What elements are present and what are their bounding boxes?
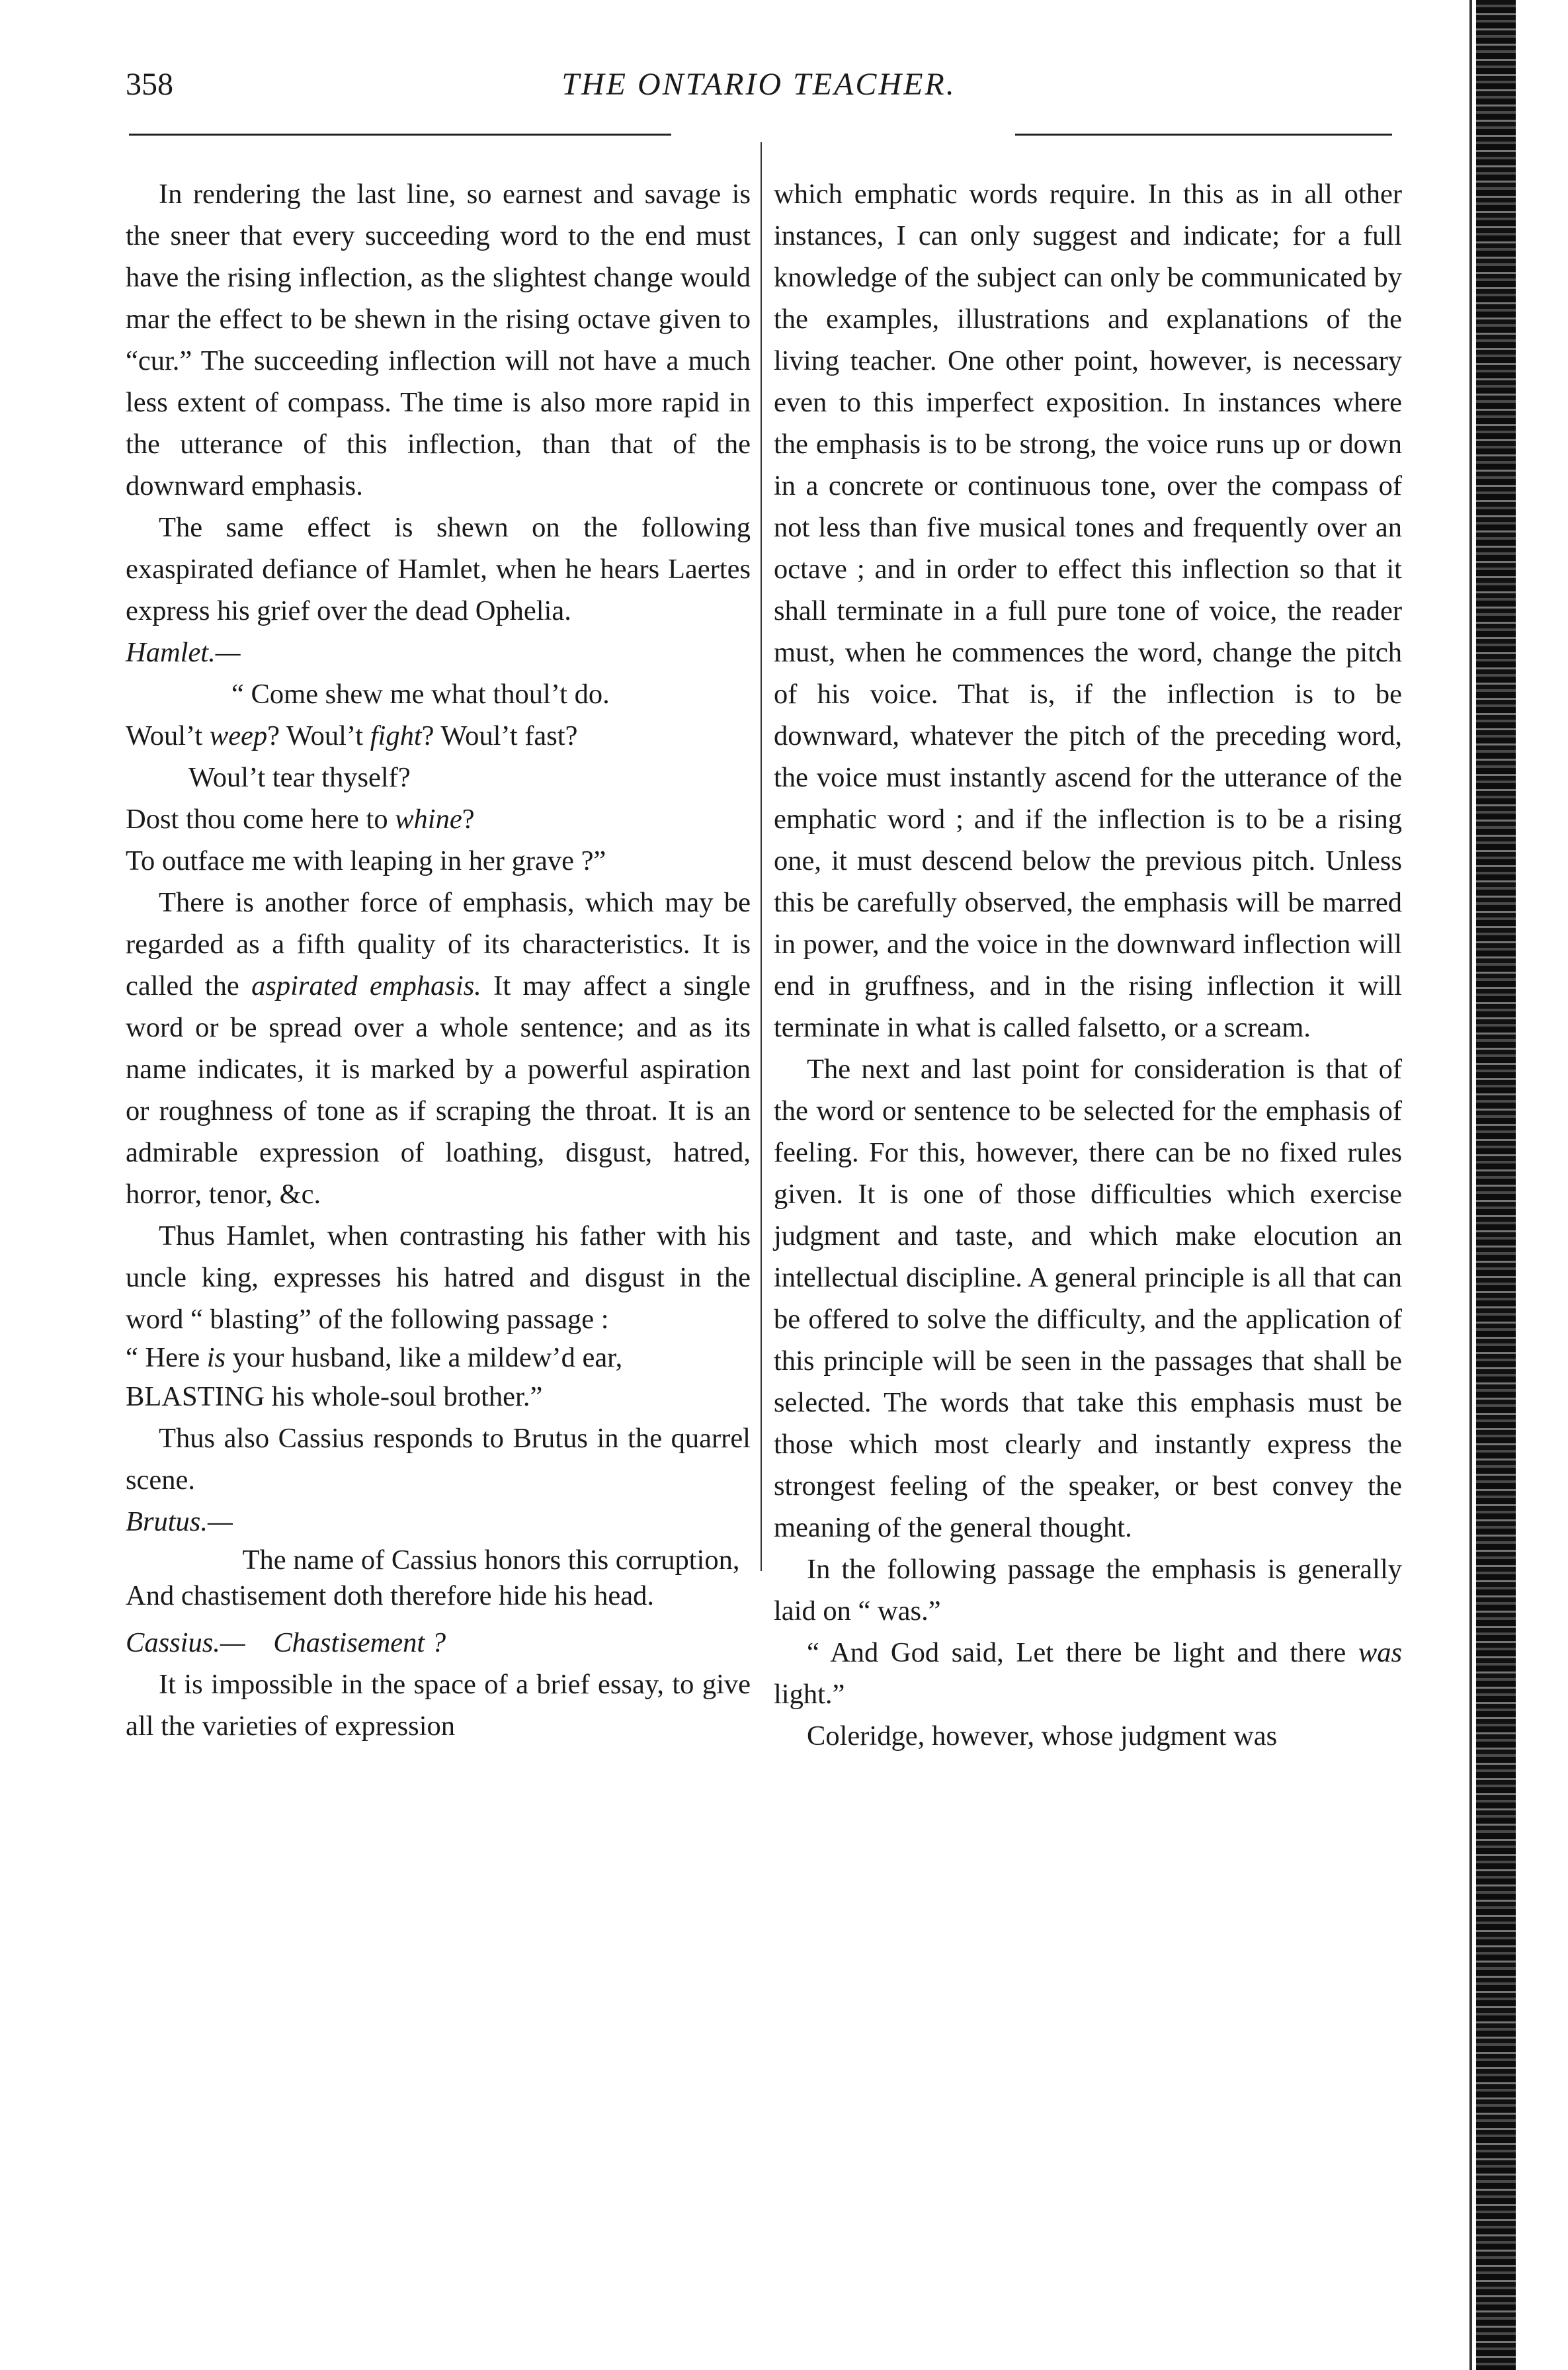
paragraph: It is impossible in the space of a brief essay, to give all the varieties of expression [126, 1669, 751, 1742]
cassius-line: Cassius.— Chastisement ? [126, 1627, 446, 1658]
paragraph: In the following passage the emphasis is generally laid on “ was.” [774, 1554, 1402, 1627]
paragraph: In rendering the last line, so earnest and savage is the sneer that every succeeding word to the end must have the rising inflection, as the slightest change would mar the effect to be shewn in the rising octave given to “cur.” The succeeding inflection will not have a much less extent of compass. The time is also more rapid in the utterance of this inflection, than that of the downward emphasis. [126, 179, 751, 501]
verse-line: The name of Cassius honors this corruption, [242, 1545, 740, 1576]
verse-line: Dost thou come here to whine? [126, 804, 475, 835]
speaker-label-hamlet: Hamlet.— [126, 637, 241, 668]
column-divider [761, 142, 762, 1571]
paragraph: “ And God said, Let there be light and there was light.” [774, 1637, 1402, 1710]
paragraph: Thus also Cassius responds to Brutus in the quarrel scene. [126, 1423, 751, 1496]
page-edge-line [1469, 0, 1472, 2370]
left-column [126, 173, 751, 1747]
header-rule-left [129, 134, 671, 136]
paragraph: The same effect is shewn on the following exaspirated defiance of Hamlet, when he hears Laertes express his grief over the dead Ophelia. [126, 512, 751, 626]
scanned-page-edge [1476, 0, 1516, 2370]
quote-line: “ Here is your husband, like a mildew’d ear, [126, 1342, 623, 1373]
paragraph: which emphatic words require. In this as in all other instances, I can only suggest and indicate; for a full knowledge of the subject can only be communicated by the examples, illustrations and explanations of the living teacher. One other point, however, is necessary even to this imperfect exposition. In instances where the emphasis is to be strong, the voice runs up or down in a concrete or continuous tone, over the compass of not less than five musical tones and frequently over an octave ; and in order to effect this inflection so that it shall terminate in a full pure tone of voice, the reader must, when he commences the word, change the pitch of his voice. That is, if the inflection is to be downward, whatever the pitch of the preceding word, the voice must instantly ascend for the utterance of the emphatic word ; and if the inflection is to be a rising one, it must descend below the previous pitch. Unless this be carefully observed, the emphasis will be marred in power, and the voice in the downward inflection will end in gruffness, and in the rising inflection it will terminate in what is called falsetto, or a scream. [774, 179, 1402, 1043]
verse-line: To outface me with leaping in her grave ?” [126, 845, 606, 876]
header-rule-right [1015, 134, 1392, 136]
page-number: 358 [126, 67, 173, 102]
paragraph: Thus Hamlet, when contrasting his father with his uncle king, expresses his hatred and disgust in the word “ blasting” of the following passage : [126, 1220, 751, 1335]
speaker-label-cassius: Cassius.— [126, 1627, 245, 1658]
verse-line: “ Come shew me what thoul’t do. [231, 679, 610, 710]
verse-line: And chastisement doth therefore hide his head. [126, 1580, 654, 1611]
paragraph: The next and last point for consideration is that of the word or sentence to be selected for the emphasis of feeling. For this, however, there can be no fixed rules given. It is one of those difficulties which exercise judgment and taste, and which make elocution an intellectual discipline. A general principle is all that can be offered to solve the difficulty, and the application of this principle will be seen in the passages that shall be selected. The words that take this emphasis must be those which most clearly and instantly express the strongest feeling of the speaker, or best convey the meaning of the general thought. [774, 1054, 1402, 1543]
page-header [126, 66, 1392, 119]
verse-line: Woul’t weep? Woul’t fight? Woul’t fast? [126, 720, 578, 751]
verse-line: Woul’t tear thyself? [188, 762, 411, 793]
paragraph: Coleridge, however, whose judgment was [807, 1720, 1278, 1752]
paragraph: There is another force of emphasis, which may be regarded as a fifth quality of its characteristics. It is called the aspirated emphasis. It may affect a single word or be spread over a whole sentence; and as its name indicates, it is marked by a powerful aspiration or roughness of tone as if scraping the throat. It is an admirable expression of loathing, disgust, hatred, horror, tenor, &c. [126, 887, 751, 1210]
right-column [774, 173, 1402, 1757]
journal-title: THE ONTARIO TEACHER. [561, 67, 956, 102]
speaker-label-brutus: Brutus.— [126, 1506, 233, 1537]
quote-line: BLASTING his whole-soul brother.” [126, 1381, 543, 1412]
